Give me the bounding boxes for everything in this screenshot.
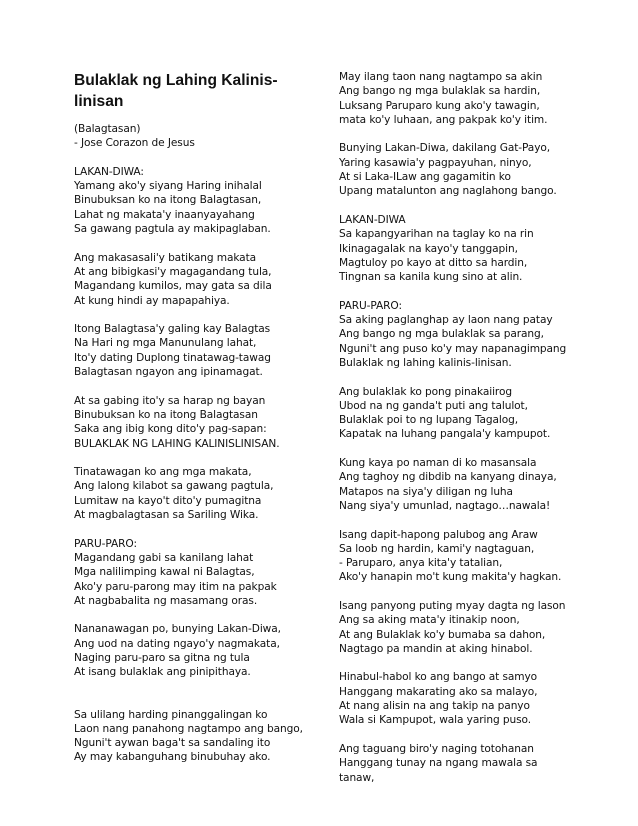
verse-line: mata ko'y luhaan, ang pakpak ko'y itim.: [339, 113, 548, 126]
verse-line: At nang alisin na ang takip na panyo: [339, 700, 530, 713]
verse-line: At magbalagtasan sa Sariling Wika.: [74, 509, 259, 522]
verse-line: Mga nalilimping kawal ni Balagtas,: [74, 566, 255, 579]
stanza: [74, 537, 312, 608]
stanza: [74, 165, 312, 236]
verse-line: Nang siya'y umunlad, nagtago…nawala!: [339, 499, 551, 512]
stanza: [74, 394, 312, 451]
verse-line: PARU-PARO:: [339, 299, 402, 312]
verse-line: Na Hari ng mga Manunulang lahat,: [74, 337, 257, 350]
verse-line: (Balagtasan): [74, 123, 141, 135]
stanza: [339, 670, 579, 727]
verse-line: Isang panyong puting myay dagta ng lason: [339, 599, 566, 612]
verse-line: Wala si Kampupot, wala yaring puso.: [339, 714, 531, 727]
verse-line: Tingnan sa kanila kung sino at alin.: [339, 271, 523, 284]
verse-line: At kung hindi ay mapapahiya.: [74, 294, 230, 307]
stanza: [339, 599, 579, 656]
verse-line: At ang Bulaklak ko'y bumaba sa dahon,: [339, 628, 546, 641]
verse-line: Yaring kasawia'y pagpayuhan, ninyo,: [339, 156, 532, 169]
verse-line: Laon nang panahong nagtampo ang bango,: [74, 722, 303, 735]
verse-line: Nagtago pa mandin at aking hinabol.: [339, 642, 533, 655]
verse-line: Yamang ako'y siyang Haring inihalal: [74, 180, 262, 193]
verse-line: Magtuloy po kayo at ditto sa hardin,: [339, 256, 528, 269]
verse-line: At nagbabalita ng masamang oras.: [74, 594, 258, 607]
verse-line: Ang uod na dating ngayo'y nagmakata,: [74, 637, 280, 650]
verse-line: At isang bulaklak ang pinipithaya.: [74, 666, 251, 679]
verse-line: Hanggang makarating ako sa malayo,: [339, 685, 538, 698]
title-line: linisan: [74, 93, 124, 110]
verse-line: At sa gabing ito'y sa harap ng bayan: [74, 394, 266, 407]
verse-line: Bunying Lakan-Diwa, dakilang Gat-Payo,: [339, 142, 551, 155]
verse-line: Ang taghoy ng dibdib na kanyang dinaya,: [339, 471, 557, 484]
verse-line: Ang bango ng mga bulaklak sa hardin,: [339, 85, 541, 98]
verse-line: May ilang taon nang nagtampo sa akin: [339, 71, 543, 83]
verse-line: - Paruparo, anya kita'y tatalian,: [339, 557, 503, 570]
title-line: Bulaklak ng Lahing Kalinis-: [74, 72, 278, 89]
verse-line: Kung kaya po naman di ko masansala: [339, 457, 537, 470]
verse-line: tanaw,: [339, 771, 375, 784]
verse-line: Lumitaw na kayo't dito'y pumagitna: [74, 494, 262, 507]
verse-line: Binubuksan ko na itong Balagtasan: [74, 408, 258, 421]
verse-line: Nananawagan po, bunying Lakan-Diwa,: [74, 623, 281, 636]
verse-line: PARU-PARO:: [74, 537, 137, 550]
verse-line: Sa ulilang harding pinanggalingan ko: [74, 708, 268, 721]
verse-line: Sa loob ng hardin, kami'y nagtaguan,: [339, 542, 535, 555]
verse-line: Ang sa aking mata'y itinakip noon,: [339, 614, 520, 627]
left-column: [74, 68, 312, 779]
stanza: [74, 122, 312, 151]
stanza: [74, 465, 312, 522]
verse-line: - Jose Corazon de Jesus: [74, 137, 195, 150]
verse-line: Ako'y hanapin mo't kung makita'y hagkan.: [339, 571, 562, 584]
stanza: [339, 141, 579, 198]
verse-line: Ang makasasali'y batikang makata: [74, 251, 257, 264]
stanza: [74, 622, 312, 679]
verse-line: Nguni't aywan baga't sa sandaling ito: [74, 737, 271, 750]
verse-line: Nguni't ang puso ko'y may napanagimpang: [339, 342, 567, 355]
stanza: [339, 528, 579, 585]
verse-line: Ako'y paru-parong may itim na pakpak: [74, 580, 277, 593]
stanza: [339, 456, 579, 513]
verse-line: At si Laka-ILaw ang gagamitin ko: [339, 171, 511, 184]
verse-line: BULAKLAK NG LAHING KALINISLINISAN.: [74, 437, 280, 450]
stanza: [339, 742, 579, 785]
verse-line: Ang bulaklak ko pong pinakaiirog: [339, 385, 512, 398]
verse-line: Ang lalong kilabot sa gawang pagtula,: [74, 480, 274, 493]
verse-line: Ikinagagalak na kayo'y tanggapin,: [339, 242, 518, 255]
verse-line: Isang dapit-hapong palubog ang Araw: [339, 528, 538, 541]
poem-title: [74, 70, 312, 112]
verse-line: Ito'y dating Duplong tinatawag-tawag: [74, 351, 271, 364]
verse-line: Matapos na siya'y diligan ng luha: [339, 485, 513, 498]
stanza: [74, 708, 312, 765]
verse-line: Saka ang ibig kong dito'y pag-sapan:: [74, 423, 267, 436]
verse-line: Ang bango ng mga bulaklak sa parang,: [339, 328, 544, 341]
verse-line: Sa aking paglanghap ay laon nang patay: [339, 314, 553, 327]
verse-line: Hanggang tunay na ngang mawala sa: [339, 757, 538, 770]
verse-line: Ang taguang biro'y naging totohanan: [339, 742, 534, 755]
verse-line: Upang matalunton ang naglahong bango.: [339, 185, 557, 198]
verse-line: Binubuksan ko na itong Balagtasan,: [74, 194, 262, 207]
verse-line: Bulaklak poi to ng lupang Tagalog,: [339, 414, 519, 427]
verse-line: Itong Balagtasa'y galing kay Balagtas: [74, 323, 271, 336]
verse-line: Sa kapangyarihan na taglay ko na rin: [339, 228, 534, 241]
verse-line: Lahat ng makata'y inaanyayahang: [74, 208, 255, 221]
verse-line: Sa gawang pagtula ay makipaglaban.: [74, 223, 271, 236]
verse-line: LAKAN-DIWA: [339, 213, 406, 226]
verse-line: Bulaklak ng lahing kalinis-linisan.: [339, 356, 512, 369]
right-column: [339, 70, 579, 799]
verse-line: Hinabul-habol ko ang bango at samyo: [339, 671, 538, 684]
stanza: [74, 322, 312, 379]
stanza: [74, 251, 312, 308]
verse-line: Ubod na ng ganda't puti ang talulot,: [339, 399, 528, 412]
verse-line: Balagtasan ngayon ang ipinamagat.: [74, 366, 263, 379]
verse-line: Naging paru-paro sa gitna ng tula: [74, 651, 250, 664]
verse-line: Magandang gabi sa kanilang lahat: [74, 551, 254, 564]
verse-line: Kapatak na luhang pangala'y kampupot.: [339, 428, 551, 441]
stanza: [339, 299, 579, 370]
stanza: [339, 213, 579, 284]
stanza: [339, 70, 579, 127]
verse-line: Magandang kumilos, may gata sa dila: [74, 280, 272, 293]
verse-line: Ay may kabanguhang binubuhay ako.: [74, 751, 271, 764]
verse-line: Tinatawagan ko ang mga makata,: [74, 466, 252, 479]
verse-line: LAKAN-DIWA:: [74, 165, 144, 178]
verse-line: Luksang Paruparo kung ako'y tawagin,: [339, 99, 540, 112]
stanza: [339, 385, 579, 442]
verse-line: At ang bibigkasi'y magagandang tula,: [74, 265, 272, 278]
